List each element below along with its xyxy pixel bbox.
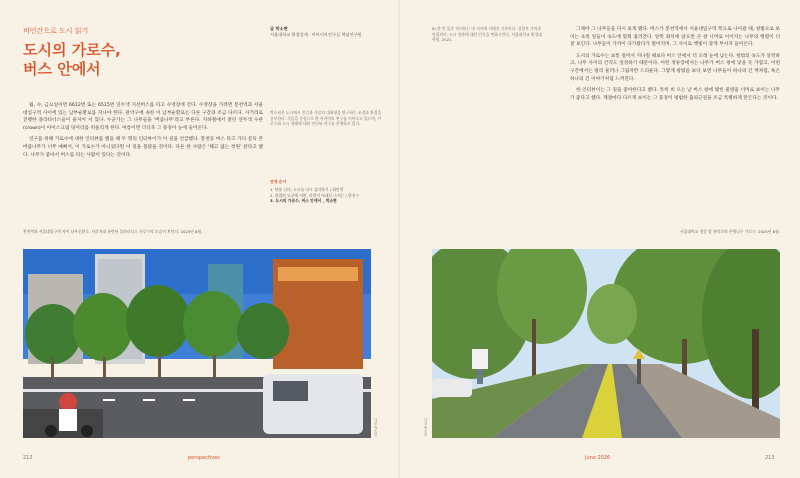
toc-item-current: 3. 도시의 가로수, 버스 안에서 _ 박소현 bbox=[270, 198, 337, 204]
article-body-right bbox=[570, 26, 780, 106]
page-number-left: 212 bbox=[23, 455, 33, 461]
photo-credit-right: 사진 박소현 bbox=[424, 418, 428, 437]
photo-caption-left: 봉천역과 서울대입구역 사이 남부순환로. 사각지대 관련된 플라타너스 가로수의 모습이 보인다. 2025년 8월. bbox=[23, 229, 203, 234]
street-photo-left bbox=[23, 249, 371, 438]
series-toc bbox=[270, 179, 382, 204]
footnote: 8) 한 번 읽은 인터뷰는 내 서사에 더해진 기록이다. 경험적 기억과 연결되어, 도시 경관에 대한 인식을 변화시킨다. 서울대학교 환경대학원, 2022. bbox=[432, 26, 542, 43]
toc-heading: 연재 순서 bbox=[270, 179, 286, 184]
body-paragraph: 한 인터뷰이는 그 길을 좋아한다고 했다. 특히 비 오는 날 버스 창에 맺힌 물방울 너머로 보이는 나무가 좋다고 했다. 계절마다 다르게 보이는 그 풍경이 평범한 출퇴근길을 조금 특별하게 만든다는 것이다. bbox=[570, 88, 780, 101]
photo-credit-left: 사진 박소현 bbox=[374, 418, 378, 437]
section-kicker: 비인간으로 도시 읽기 bbox=[23, 27, 89, 35]
body-paragraph: 월, 수, 금요일이면 6612번 또는 6515번 연두색 지선버스를 타고 수영장에 간다. 수영장을 가려면 봉천역과 서울대입구역 사이에 있는 남부순환로를 지나야 한다. 관악구에 속한 이 남부순환로는 다른 구간과 조금 다르다. 사거리로 진행한 플라타너스들이 줄지어 서 있다. 누군가는 그 나무들을 '버즘나무'라고 부른다. 지하철에서 잘린 연두색 수관(crown)이 아이스크림 덩어리를 떠올리게 한다. 여름이면 더더욱 그 풍경이 눈에 들어온다. bbox=[23, 103, 263, 131]
author-affiliation: 서울대학교 환경설계 · 아카이브연구실 책임연구원 bbox=[270, 32, 362, 37]
plane-tree-street-illustration bbox=[23, 249, 371, 438]
author-bio: 박소현은 도시에서 인간과 식물의 대화형을 탐구하는 조경과 환경을 공부한다. 식물을 중심으로 한 아카이브 연구를 이어오고 있으며, 가로수와 도시 생태에 대한 인터뷰 연구를 진행하고 있다. bbox=[270, 110, 382, 127]
street-photo-right bbox=[432, 249, 780, 438]
magazine-name: perspectives bbox=[188, 455, 220, 461]
issue-date: June 2026 bbox=[585, 455, 611, 461]
byline bbox=[270, 26, 390, 38]
body-paragraph: 도시의 가로수는 보통 걸어서 지나칠 때보다 버스 안에서 더 오래 눈에 남는다. 창밖의 속도가 일정하고, 나무 사이의 간격도 일정하기 때문이다. 어떤 정류장에서는 나무가 버스 창에 닿을 듯 가깝고, 어떤 구간에서는 멀리 물러나 그림자만 드리운다. 그렇게 창밖을 보다 보면 나무들이 하나의 긴 벽처럼, 혹은 하나의 긴 이야기처럼 느껴진다. bbox=[570, 53, 780, 82]
article-title: 도시의 가로수, 버스 안에서 bbox=[23, 41, 121, 78]
toc-item: 2. 봄철의 도로에 서면, 바람이 아래로 스치는 / 한진수 bbox=[270, 192, 360, 198]
toc-item: 1. 단풍 너머, 도시를 다시 감각하기 / 최인혁 bbox=[270, 186, 344, 192]
article-body-left bbox=[23, 102, 263, 163]
body-paragraph: 그제야 그 나무들을 다시 보게 됐다. 버스가 봉천역에서 서울대입구역 쪽으로 나아갈 때, 창밖으로 보이는 초록 잎들이 속도에 맞춰 흘러간다. 앞쪽 좌석에 앉으면 큰 창 너머로 이어지는 나무의 행렬이 더 잘 보인다. 나무들이 가까이 다가왔다가 멀어지며, 그 사이로 햇빛이 잘게 부서져 들어온다. bbox=[570, 27, 780, 48]
ginkgo-avenue-illustration bbox=[432, 249, 780, 438]
author-name: 글 박소현 bbox=[270, 26, 288, 31]
photo-caption-right: 서울대학교 정문 앞 관악로의 은행나무 가로수. 2025년 8월. bbox=[680, 229, 780, 234]
body-paragraph: 연구를 위해 가로수에 대한 인터뷰를 했을 때 두 명의 인터뷰이가 이 길을 언급했다. 봉천동 버스 타고 가다 문득 본 버즘나무가 너무 예뻐서, 이 가로수가 아니었다면 이 길을 몰랐을 것이다. 다른 한 사람은 '해고 없는 정원' 같다고 했다. 나무가 좋아서 버스를 타는 사람이 있다는 것이다. bbox=[23, 137, 263, 158]
page-number-right: 213 bbox=[765, 455, 775, 461]
